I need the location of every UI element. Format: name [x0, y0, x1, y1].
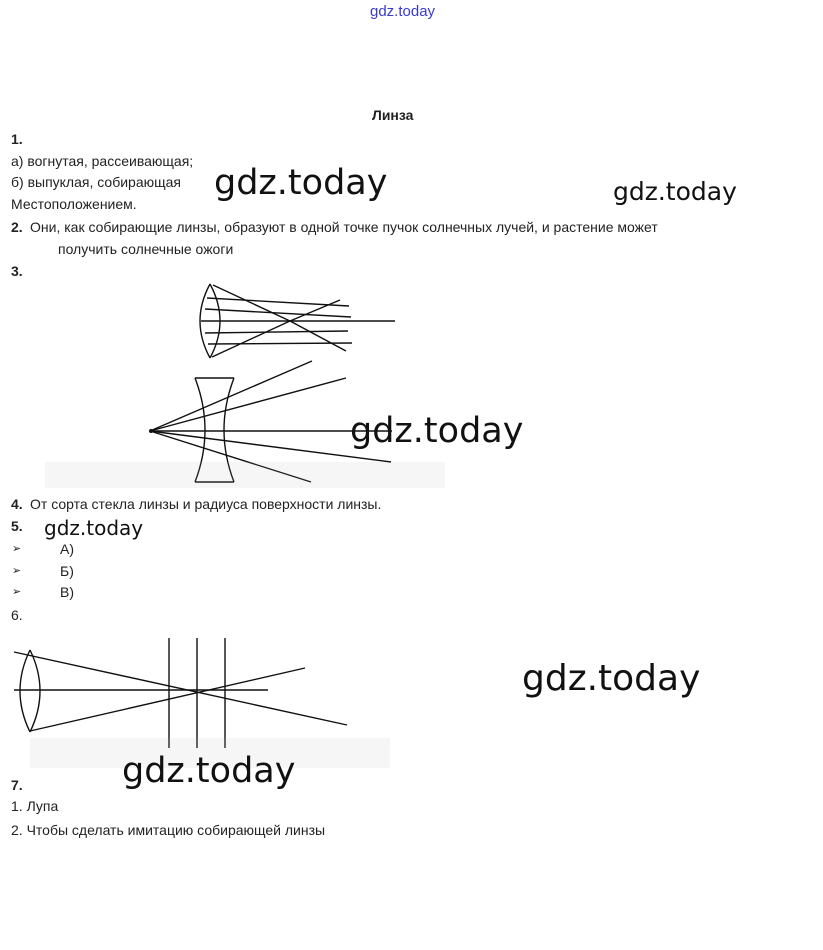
answer-4: От сорта стекла линзы и радиуса поверхности линзы.: [30, 496, 382, 512]
answer-5-item: Б): [60, 563, 74, 579]
watermark: gdz.today: [522, 658, 701, 699]
question-2-number: 2.: [11, 219, 23, 235]
watermark: gdz.today: [350, 411, 524, 451]
question-7-number: 7.: [11, 777, 23, 793]
arrowhead-bullet-icon: ➢: [12, 565, 22, 577]
watermark: gdz.today: [214, 163, 388, 203]
answer-7-line2: 2. Чтобы сделать имитацию собирающей линзы: [11, 822, 326, 838]
answer-2-line2: получить солнечные ожоги: [58, 241, 234, 257]
top-watermark: gdz.today: [370, 3, 436, 20]
answer-7-line1: 1. Лупа: [11, 798, 59, 814]
scan-smudge: [45, 462, 445, 488]
arrowhead-bullet-icon: ➢: [12, 543, 22, 555]
page-title: Линза: [372, 107, 414, 123]
question-1-number: 1.: [11, 131, 23, 147]
answer-2-line1: Они, как собирающие линзы, образуют в одной точке пучок солнечных лучей, и растение может: [30, 219, 658, 235]
arrowhead-bullet-icon: ➢: [12, 586, 22, 598]
question-5-number: 5.: [11, 518, 23, 534]
answer-5-item: А): [60, 541, 74, 557]
watermark: gdz.today: [44, 516, 144, 540]
answer-1a: а) вогнутая, рассеивающая;: [11, 153, 194, 169]
question-4-number: 4.: [11, 496, 23, 512]
answer-1c: Местоположением.: [11, 196, 137, 212]
watermark: gdz.today: [122, 751, 296, 791]
answer-1b: б) выпуклая, собирающая: [11, 174, 181, 190]
answer-5-item: В): [60, 584, 74, 600]
question-6-number: 6.: [11, 607, 23, 623]
question-3-number: 3.: [11, 263, 23, 279]
watermark: gdz.today: [613, 177, 737, 206]
